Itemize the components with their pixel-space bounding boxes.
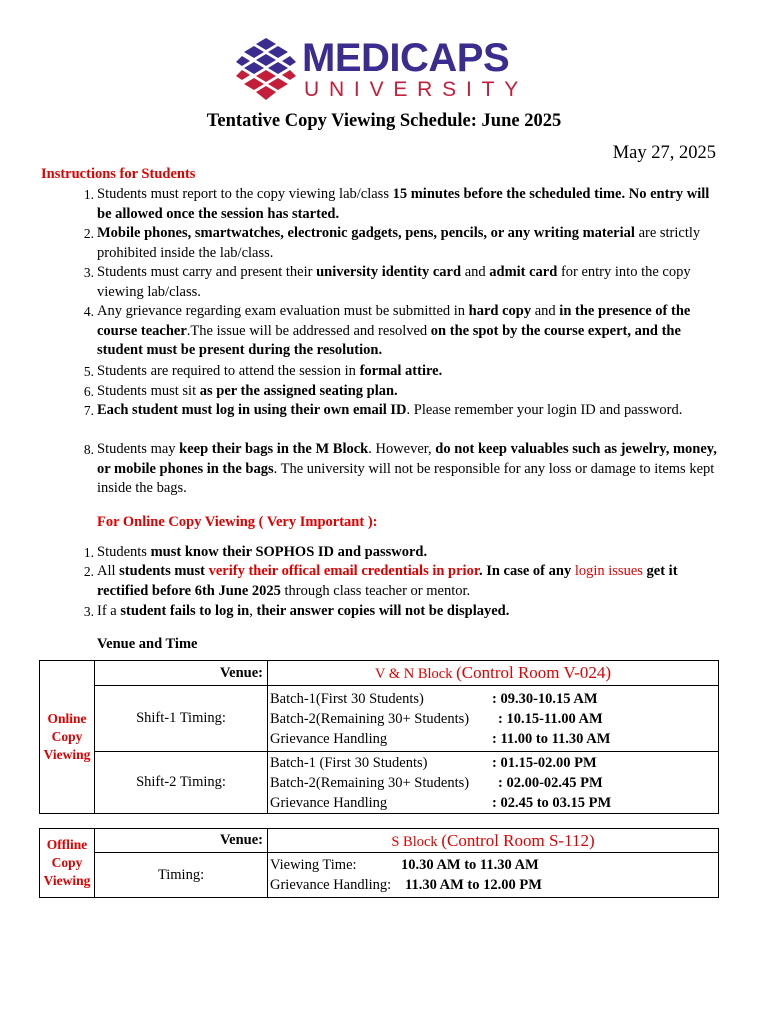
offline-row-name: Viewing Time: <box>270 857 357 873</box>
instruction-item-number: 6. <box>83 384 94 399</box>
offline-row <box>268 855 718 875</box>
logo-subtitle: UNIVERSITY <box>304 78 529 101</box>
instruction-item-text: Students must sit as per the assigned seating plan. <box>97 383 398 399</box>
instruction-item-number: 8. <box>83 442 94 457</box>
instruction-item-number: 3. <box>83 265 94 280</box>
offline-venue-value <box>268 829 719 853</box>
online-instruction-item-text: All students must verify their offical email credentials in prior. In case of any login issues get it rectified before 6th June 2025 through class teacher or mentor. <box>97 563 678 599</box>
shift1-row <box>268 729 718 749</box>
shift1-rows <box>268 686 719 752</box>
online-heading: For Online Copy Viewing ( Very Important ): <box>97 514 378 530</box>
batch-time: : 10.15-11.00 AM <box>498 710 603 727</box>
batch-name: Batch-2(Remaining 30+ Students) <box>270 774 470 791</box>
instruction-item-number: 2. <box>83 226 94 241</box>
page-title: Tentative Copy Viewing Schedule: June 2025 <box>206 111 562 131</box>
batch-time: : 01.15-02.00 PM <box>492 754 597 771</box>
instruction-item-number: 1. <box>83 187 94 202</box>
instruction-item-text: Any grievance regarding exam evaluation must be submitted in hard copy and in the presence of the course teacher.The issue will be addressed and resolved on the spot by the course expert, and the student must be present during the resolution. <box>97 303 691 358</box>
batch-name: Batch-1(First 30 Students) <box>270 690 424 707</box>
offline-row-time: 11.30 AM to 12.00 PM <box>405 877 542 893</box>
online-instruction-item-number: 1. <box>83 545 94 560</box>
batch-name: Batch-2(Remaining 30+ Students) <box>270 710 470 727</box>
offline-schedule-table <box>39 828 719 898</box>
instruction-item-text: Students are required to attend the session in formal attire. <box>97 363 443 379</box>
instruction-item-text: Students may keep their bags in the M Block. However, do not keep valuables such as jewelry, money, or mobile phones in the bags. The university will not be responsible for any loss or damage to items kept inside the bags. <box>97 441 717 496</box>
online-venue-prefix: V & N Block <box>374 666 457 682</box>
online-instruction-item-number: 3. <box>83 604 94 619</box>
instruction-item-text: Each student must log in using their own email ID. Please remember your login ID and password. <box>97 402 683 418</box>
offline-venue-prefix: S Block <box>391 833 442 850</box>
online-schedule-table <box>39 660 719 814</box>
online-venue-value <box>268 661 719 686</box>
offline-timing-label: Timing: <box>95 853 268 898</box>
offline-row <box>268 875 718 895</box>
university-logo <box>236 36 529 102</box>
shift1-row <box>268 689 718 709</box>
offline-row-name: Grievance Handling: <box>270 877 392 893</box>
batch-name: Grievance Handling <box>270 730 388 747</box>
batch-time: : 09.30-10.15 AM <box>492 690 598 707</box>
batch-time: : 11.00 to 11.30 AM <box>492 730 611 747</box>
offline-row-time: 10.30 AM to 11.30 AM <box>401 857 539 873</box>
online-instruction-item-number: 2. <box>83 564 94 579</box>
shift2-row <box>268 773 718 793</box>
instructions-heading: Instructions for Students <box>41 166 196 182</box>
batch-name: Grievance Handling <box>270 794 388 811</box>
batch-time: : 02.00-02.45 PM <box>498 774 603 791</box>
instruction-item-number: 4. <box>83 304 94 319</box>
offline-side-label: Offline Copy Viewing <box>40 829 95 898</box>
shift1-label: Shift-1 Timing: <box>95 686 268 752</box>
document-date: May 27, 2025 <box>612 143 716 163</box>
shift2-row <box>268 753 718 773</box>
logo-emblem-icon <box>236 36 296 102</box>
instruction-item-number: 5. <box>83 364 94 379</box>
offline-rows <box>268 853 719 898</box>
batch-time: : 02.45 to 03.15 PM <box>492 794 612 811</box>
instruction-item-text: Students must carry and present their university identity card and admit card for entry into the copy viewing lab/class. <box>97 264 691 300</box>
offline-venue-room: (Control Room S-112) <box>441 830 595 850</box>
online-instruction-item-text: If a student fails to log in, their answer copies will not be displayed. <box>97 603 510 619</box>
shift1-row <box>268 709 718 729</box>
logo-wordmark: MEDICAPS <box>302 36 510 80</box>
venue-time-heading: Venue and Time <box>97 636 198 652</box>
online-venue-room: (Control Room V-024) <box>456 663 611 682</box>
online-instruction-item-text: Students must know their SOPHOS ID and password. <box>97 544 428 560</box>
instruction-item-text: Mobile phones, smartwatches, electronic gadgets, pens, pencils, or any writing material are strictly prohibited inside the lab/class. <box>97 225 701 261</box>
shift2-label: Shift-2 Timing: <box>95 752 268 814</box>
online-venue-label: Venue: <box>95 661 268 686</box>
offline-venue-label: Venue: <box>95 829 268 853</box>
online-side-label: Online Copy Viewing <box>40 661 95 814</box>
instruction-item-text: Students must report to the copy viewing lab/class 15 minutes before the scheduled time. No entry will be allowed once the session has started. <box>97 186 710 222</box>
instruction-item-number: 7. <box>83 403 94 418</box>
shift2-rows <box>268 752 719 814</box>
batch-name: Batch-1 (First 30 Students) <box>270 754 428 771</box>
shift2-row <box>268 793 718 813</box>
